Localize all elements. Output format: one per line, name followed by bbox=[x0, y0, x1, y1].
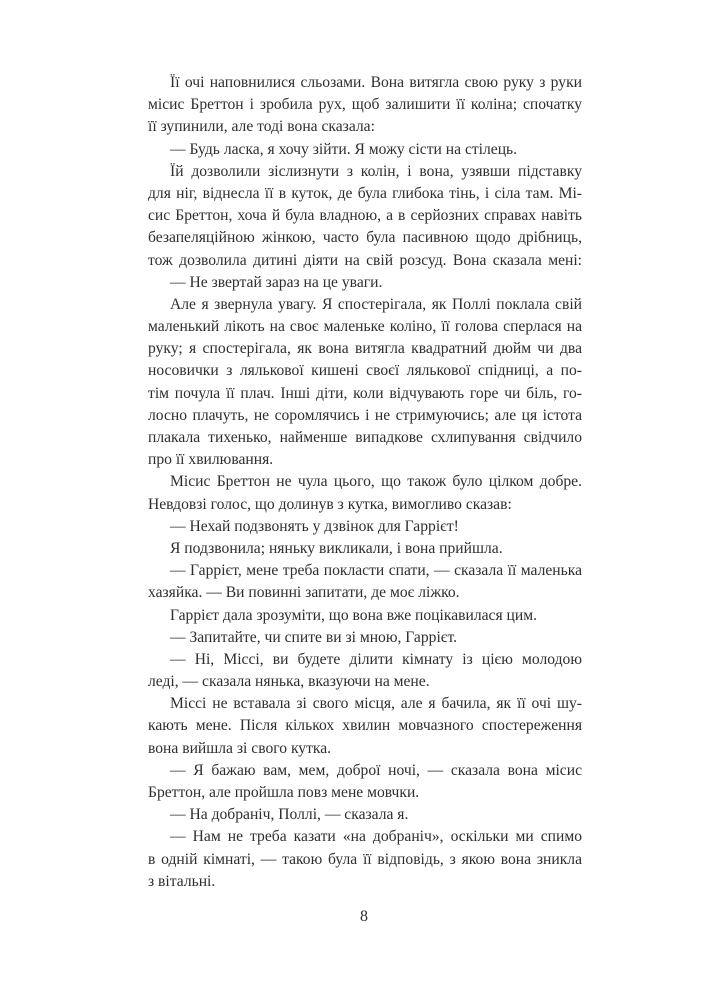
text-line: з вітальні. bbox=[148, 872, 216, 890]
text-line: плакала тихенько, найменше випадкове схлипування свідчило bbox=[148, 429, 582, 446]
text-line: Але я звернула увагу. Я спостерігала, як Поллі поклала свій bbox=[170, 295, 582, 313]
text-line: Гаррієт дала зрозуміти, що вона вже поцікавилася цим. bbox=[170, 606, 537, 624]
text-line: лосно плачуть, не соромлячись і не стримуючись; але ця істота bbox=[148, 406, 582, 424]
text-line: маленький лікоть на своє маленьке коліно, її голова сперлася на bbox=[148, 318, 582, 336]
text-line: — Нехай подзвонять у дзвінок для Гаррієт! bbox=[170, 517, 459, 535]
text-line: Місис Бреттон не чула цього, що також було цілком добре. bbox=[170, 473, 582, 491]
text-line: — Ні, Міссі, ви будете ділити кімнату із цією молодою bbox=[170, 650, 582, 668]
text-line: кають мене. Після кількох хвилин мовчазного спостереження bbox=[148, 717, 582, 735]
text-line: тім почула її плач. Інші діти, коли відчувають горе чи біль, го- bbox=[148, 384, 582, 402]
text-line: — Не звертай зараз на це уваги. bbox=[170, 273, 383, 291]
text-line: — На добраніч, Поллі, — сказала я. bbox=[170, 806, 409, 824]
text-line: для ніг, віднесла її в куток, де була глибока тінь, і сіла там. Мі- bbox=[148, 184, 582, 202]
text-line: Я подзвонила; няньку викликали, і вона прийшла. bbox=[170, 539, 503, 557]
page-body-text bbox=[148, 72, 582, 893]
text-line: — Запитайте, чи спите ви зі мною, Гаррієт. bbox=[170, 628, 458, 646]
text-line: руку; я спостерігала, як вона витягла квадратний дюйм чи два bbox=[148, 340, 582, 358]
text-line: сис Бреттон, хоча й була владною, а в серйозних справах навіть bbox=[148, 207, 582, 225]
text-line: тож дозволила дитині діяти на свій розсуд. Вона сказала мені: bbox=[148, 251, 582, 269]
text-line: — Гаррієт, мене треба покласти спати, — сказала її маленька bbox=[170, 562, 582, 580]
text-line: — Я бажаю вам, мем, доброї ночі, — сказала вона місис bbox=[170, 761, 582, 779]
text-line: місис Бреттон і зробила рух, щоб залишити її коліна; спочатку bbox=[148, 96, 582, 114]
text-line: носовички з лялькової кишені своєї лялькової спідниці, а по- bbox=[148, 362, 582, 380]
text-line: її зупинили, але тоді вона сказала: bbox=[148, 118, 375, 136]
text-line: про її хвилювання. bbox=[148, 451, 274, 469]
text-line: Їй дозволили зіслизнути з колін, і вона, узявши підставку bbox=[170, 162, 582, 180]
text-line: безапеляційною жінкою, часто була пасивною щодо дрібниць, bbox=[148, 229, 582, 247]
text-line: хазяйка. — Ви повинні запитати, де моє ліжко. bbox=[148, 584, 460, 602]
text-line: Міссі не вставала зі свого місця, але я бачила, як її очі шу- bbox=[170, 695, 582, 713]
text-line: Бреттон, але пройшла повз мене мовчки. bbox=[148, 784, 420, 801]
text-line: Її очі наповнилися сльозами. Вона витягла свою руку з руки bbox=[170, 74, 582, 91]
text-line: Невдовзі голос, що долинув з кутка, вимогливо сказав: bbox=[148, 495, 512, 513]
text-line: — Будь ласка, я хочу зійти. Я можу сісти на стілець. bbox=[170, 140, 518, 158]
text-line: в одній кімнаті, — такою була її відповідь, з якою вона зникла bbox=[148, 850, 582, 868]
page-number: 8 bbox=[360, 908, 368, 925]
text-line: леді, — сказала нянька, вказуючи на мене. bbox=[148, 673, 430, 691]
text-line: — Нам не треба казати «на добраніч», оскільки ми спимо bbox=[170, 828, 582, 846]
text-line: вона вийшла зі свого кутка. bbox=[148, 739, 332, 757]
